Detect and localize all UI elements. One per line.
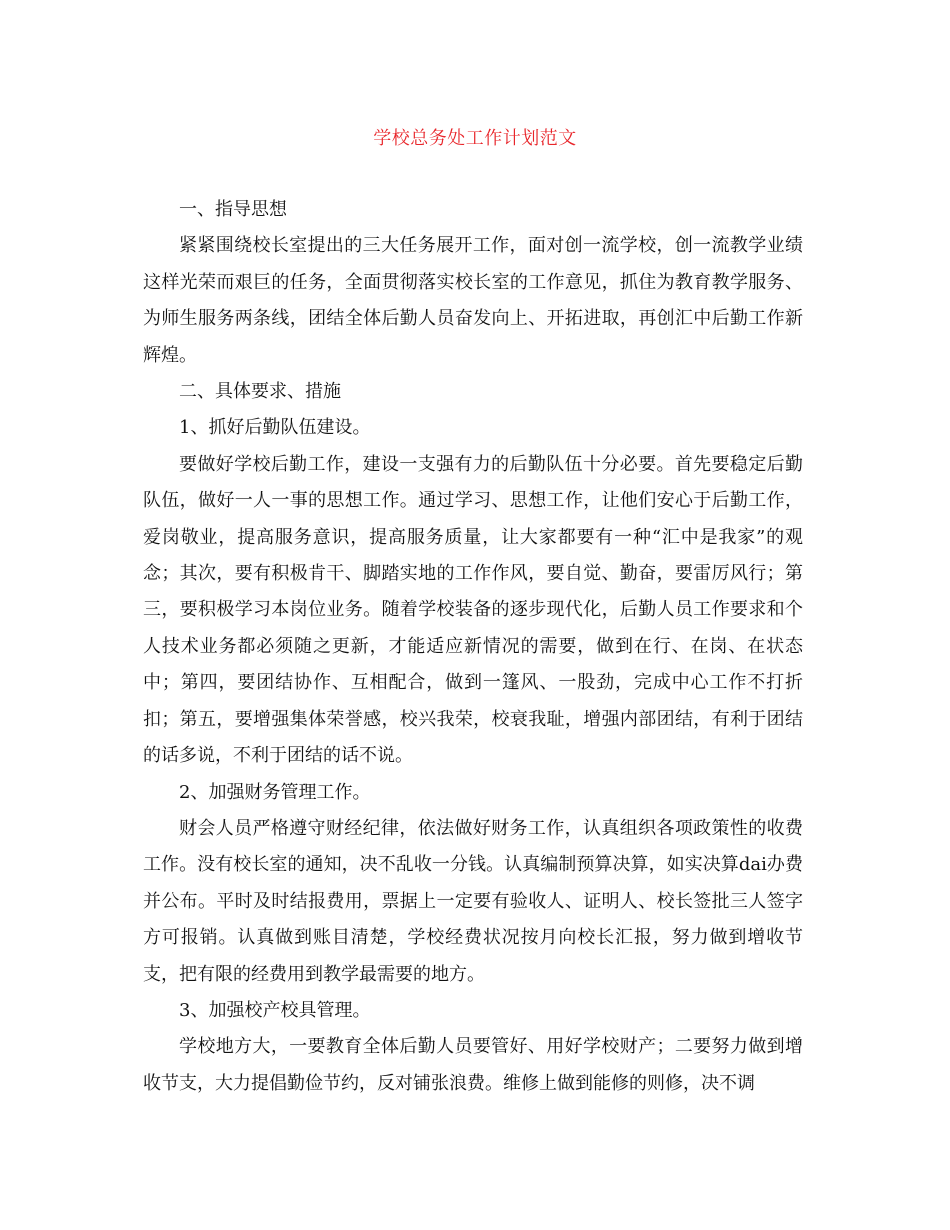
paragraph: 要做好学校后勤工作，建设一支强有力的后勤队伍十分必要。首先要稳定后勤队伍，做好一人一事的思想工作。通过学习、思想工作，让他们安心于后勤工作，爱岗敬业，提高服务意识，提高服务质量，让大家都要有一种“汇中是我家”的观念；其次，要有积极肯干、脚踏实地的工作作风，要自觉、勤奋，要雷厉风行；第三，要积极学习本岗位业务。随着学校装备的逐步现代化，后勤人员工作要求和个人技术业务都必须随之更新，才能适应新情况的需要，做到在行、在岗、在状态中；第四，要团结协作、互相配合，做到一篷风、一股劲，完成中心工作不打折扣；第五，要增强集体荣誉感，校兴我荣，校衰我耻，增强内部团结，有利于团结的话多说，不利于团结的话不说。: [143, 453, 803, 767]
heading-guiding-ideology: 一、指导思想: [179, 199, 287, 220]
document-title: 学校总务处工作计划范文: [373, 128, 577, 149]
document-body: [143, 192, 803, 1102]
paragraph: 学校地方大，一要教育全体后勤人员要管好、用好学校财产；二要努力做到增收节支，大力提倡勤俭节约，反对铺张浪费。维修上做到能修的则修，决不调: [143, 1036, 803, 1094]
paragraph: 财会人员严格遵守财经纪律，依法做好财务工作，认真组织各项政策性的收费工作。没有校长室的通知，决不乱收一分钱。认真编制预算决算，如实决算dai办费并公布。平时及时结报费用，票据上一定要有验收人、证明人、校长签批三人签字方可报销。认真做到账目清楚，学校经费状况按月向校长汇报，努力做到增收节支，把有限的经费用到教学最需要的地方。: [143, 817, 803, 985]
subheading-finance-management: 2、加强财务管理工作。: [179, 781, 371, 803]
paragraph: 紧紧围绕校长室提出的三大任务展开工作，面对创一流学校，创一流教学业绩这样光荣而艰巨的任务，全面贯彻落实校长室的工作意见，抓住为教育教学服务、为师生服务两条线，团结全体后勤人员奋发向上、开拓进取，再创汇中后勤工作新辉煌。: [143, 235, 803, 366]
subheading-logistics-team: 1、抓好后勤队伍建设。: [179, 417, 371, 439]
heading-requirements-measures: 二、具体要求、措施: [179, 381, 341, 403]
subheading-school-property: 3、加强校产校具管理。: [179, 999, 371, 1021]
